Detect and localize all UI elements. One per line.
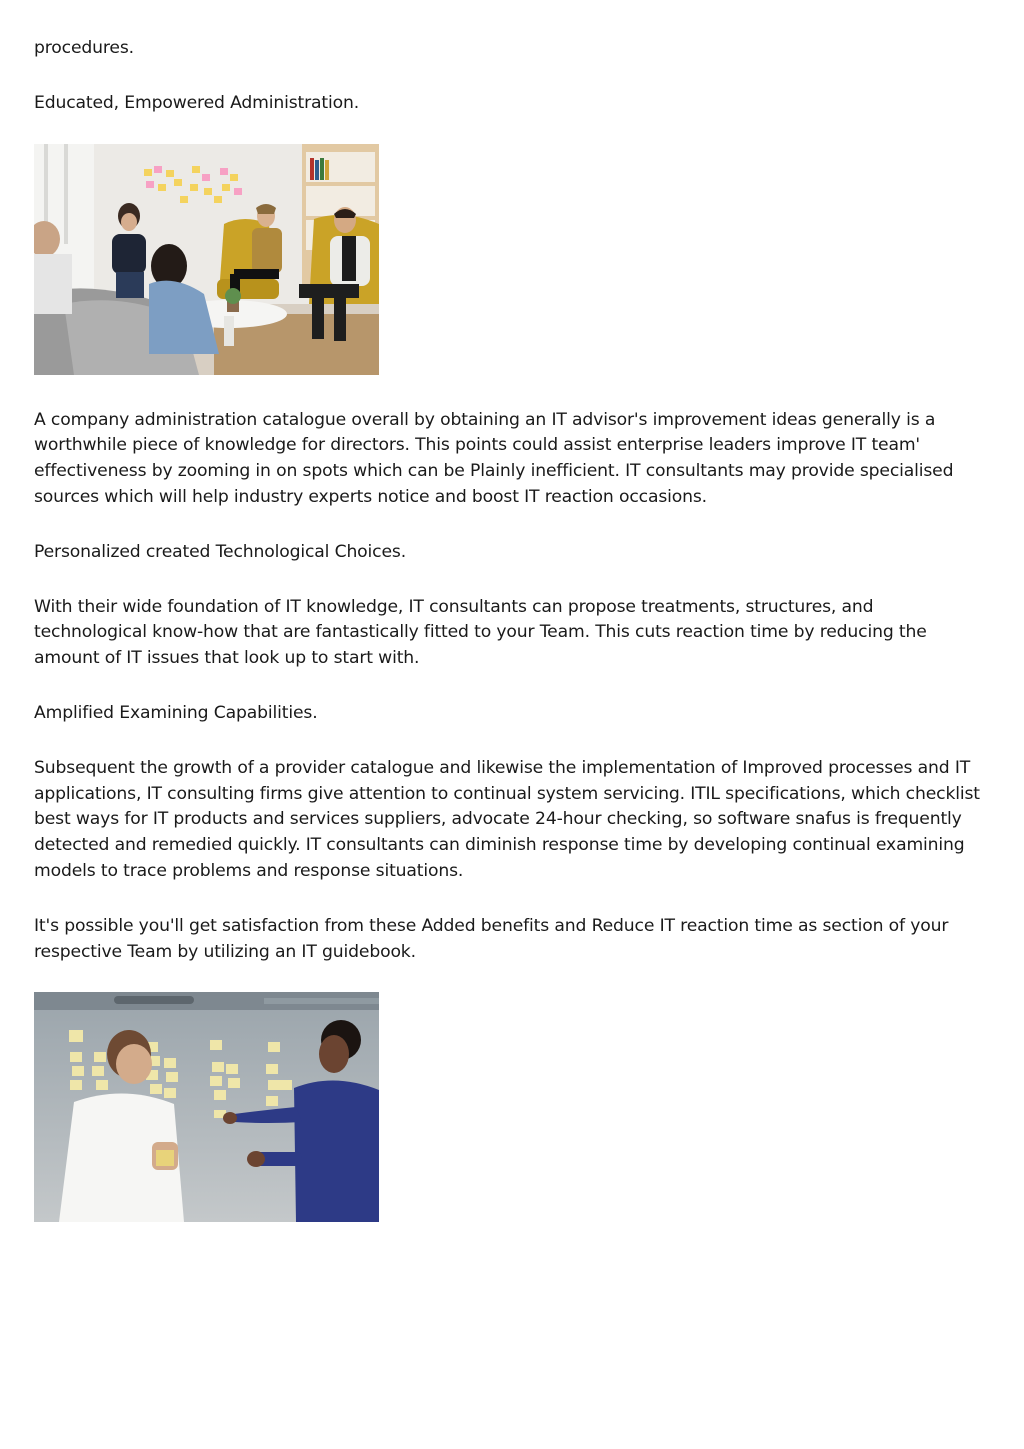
planning-photo: [34, 992, 379, 1222]
spacer: [34, 375, 984, 408]
document-page: [34, 36, 984, 1222]
spacer: [34, 965, 984, 992]
spacer: [34, 117, 984, 144]
heading-examining-capabilities: Amplified Examining Capabilities.: [34, 702, 318, 723]
spacer: [34, 672, 984, 701]
meeting-photo: [34, 144, 379, 375]
paragraph-provider-catalogue: Subsequent the growth of a provider catalogue and likewise the implementation of Improved processes and IT applications, IT consulting firms give attention to continual system servicing. ITIL specifications, which checklist best ways for IT products and services suppliers, advocate 24-hour checking, so software snafus is frequently detected and remedied quickly. IT consultants can diminish response time by developing continual examining models to trace problems and response situations.: [34, 757, 980, 881]
spacer: [34, 885, 984, 914]
spacer: [34, 511, 984, 540]
paragraph-satisfaction: It's possible you'll get satisfaction from these Added benefits and Reduce IT reaction time as section of your respective Team by utilizing an IT guidebook.: [34, 915, 949, 962]
paragraph-administration-catalogue: A company administration catalogue overall by obtaining an IT advisor's improvement ideas generally is a worthwhile piece of knowledge for directors. This points could assist enterprise leaders improve IT team' effectiveness by zooming in on spots which can be Plainly inefficient. IT consultants may provide specialised sources which will help industry experts notice and boost IT reaction occasions.: [34, 409, 954, 507]
paragraph-procedures: procedures.: [34, 38, 134, 58]
spacer: [34, 727, 984, 756]
paragraph-it-knowledge: With their wide foundation of IT knowledge, IT consultants can propose treatments, structures, and technological know-how that are fantastically fitted to your Team. This cuts reaction time by reducing the amount of IT issues that look up to start with.: [34, 596, 927, 669]
spacer: [34, 566, 984, 595]
heading-educated-administration: Educated, Empowered Administration.: [34, 92, 360, 113]
spacer: [34, 62, 984, 91]
heading-technological-choices: Personalized created Technological Choices.: [34, 541, 407, 562]
